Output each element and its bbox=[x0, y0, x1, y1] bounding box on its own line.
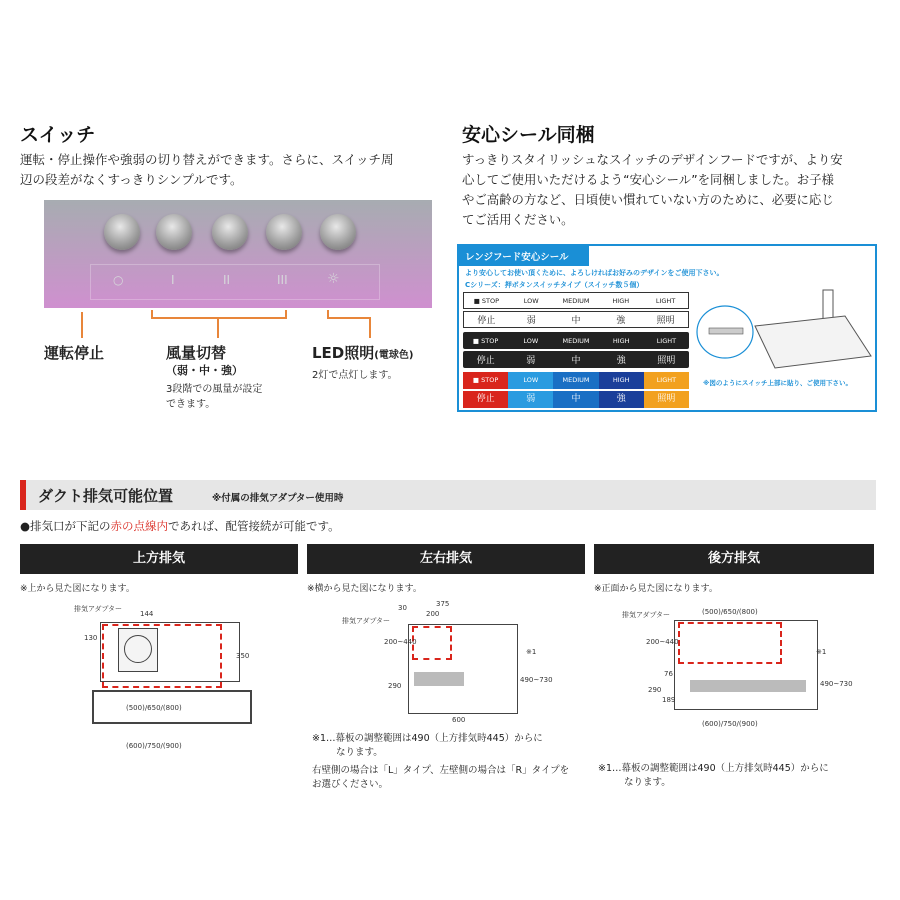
hood-illustration bbox=[695, 286, 873, 378]
knob-5 bbox=[320, 214, 356, 250]
duct-title-bar bbox=[20, 480, 876, 510]
col-head-side: 左右排気 bbox=[307, 544, 585, 574]
sticker-set-white: ■ STOP LOW MEDIUM HIGH LIGHT 停止 弱 中 強 照明 bbox=[463, 292, 689, 328]
sticker-series: Cシリーズ：押ボタンスイッチタイプ（スイッチ数５個） bbox=[465, 281, 644, 289]
knob-2 bbox=[156, 214, 192, 250]
label-led: LED照明(電球色) bbox=[312, 344, 414, 362]
col-head-top: 上方排気 bbox=[20, 544, 298, 574]
sticker-note: ※図のようにスイッチ上部に貼り、ご使用下さい。 bbox=[703, 379, 853, 387]
seal-title: 安心シール同梱 bbox=[462, 124, 595, 146]
switch-title: スイッチ bbox=[20, 124, 96, 146]
drawing-back-view: 排気アダプター (500)/650/(800) 200~440 290 76 189 490~730 ※1 (600)/750/(900) bbox=[622, 608, 853, 728]
allowed-area-back bbox=[678, 622, 782, 664]
duct-title: ダクト排気可能位置 bbox=[38, 487, 174, 505]
drawing-top-view: 排気アダプター 144 130 350 (500)/650/(800) (600)/750/(900) bbox=[70, 600, 270, 750]
drawing-side-view: 排気アダプター 375 30 200 200~440 290 490~730 ※1 600 bbox=[342, 600, 553, 724]
title-accent bbox=[20, 480, 26, 510]
sticker-intro: より安心してお使い頂くために、よろしければお好みのデザインをご使用下さい。 bbox=[465, 269, 724, 277]
knob-4 bbox=[266, 214, 302, 250]
side-note: ※1…幕板の調整範囲は490（上方排気時445）からに なります。 右壁側の場合は「L」タイプ、左壁側の場合は「R」タイプを お選びください。 bbox=[312, 733, 570, 790]
col-note-top: ※上から見た図になります。 bbox=[20, 584, 135, 594]
col-note-back: ※正面から見た図になります。 bbox=[594, 584, 718, 594]
allowed-area-top bbox=[102, 624, 222, 688]
duct-lead: ●排気口が下記の赤の点線内であれば、配管接続が可能です。 bbox=[20, 519, 340, 533]
label-fan: 風量切替 bbox=[166, 344, 227, 362]
label-fan-note: 3段階での風量が設定 できます。 bbox=[166, 384, 263, 410]
safety-sticker-image bbox=[457, 244, 877, 412]
fan-high-icon: III bbox=[277, 273, 288, 287]
col-note-side: ※横から見た図になります。 bbox=[307, 584, 422, 594]
power-icon: ○ bbox=[113, 273, 124, 287]
duct-title-note: ※付属の排気アダプター使用時 bbox=[212, 493, 344, 504]
fan-low-icon: I bbox=[171, 273, 175, 287]
knob-1 bbox=[104, 214, 140, 250]
switch-face bbox=[90, 264, 380, 300]
label-led-note: 2灯で点灯します。 bbox=[312, 370, 398, 381]
back-note: ※1…幕板の調整範囲は490（上方排気時445）からに なります。 bbox=[598, 763, 829, 788]
leader-lines bbox=[40, 300, 440, 345]
allowed-area-side bbox=[412, 626, 452, 660]
seal-description: すっきりスタイリッシュなスイッチのデザインフードですが、より安 心してご使用いただけるよう“安心シール”を同梱しました。お子様 やご高齢の方など、日頃使い慣れていない方のために、必要に応じ てご活用ください。 bbox=[462, 152, 843, 227]
label-stop: 運転停止 bbox=[44, 344, 105, 362]
sticker-set-color: ■ STOP LOW MEDIUM HIGH LIGHT 停止 弱 中 強 照明 bbox=[463, 372, 689, 408]
switch-description: 運転・停止操作や強弱の切り替えができます。さらに、スイッチ周 辺の段差がなくすっきりシンプルです。 bbox=[20, 152, 394, 187]
fan-medium-icon: II bbox=[223, 273, 231, 287]
sticker-title: レンジフード安心シール bbox=[459, 246, 589, 266]
light-icon: ☼ bbox=[327, 271, 340, 287]
knob-3 bbox=[212, 214, 248, 250]
switch-panel-photo bbox=[44, 200, 432, 308]
sticker-set-black: ■ STOP LOW MEDIUM HIGH LIGHT 停止 弱 中 強 照明 bbox=[463, 332, 689, 368]
col-head-back: 後方排気 bbox=[594, 544, 874, 574]
label-fan-sub: （弱・中・強） bbox=[166, 364, 243, 377]
